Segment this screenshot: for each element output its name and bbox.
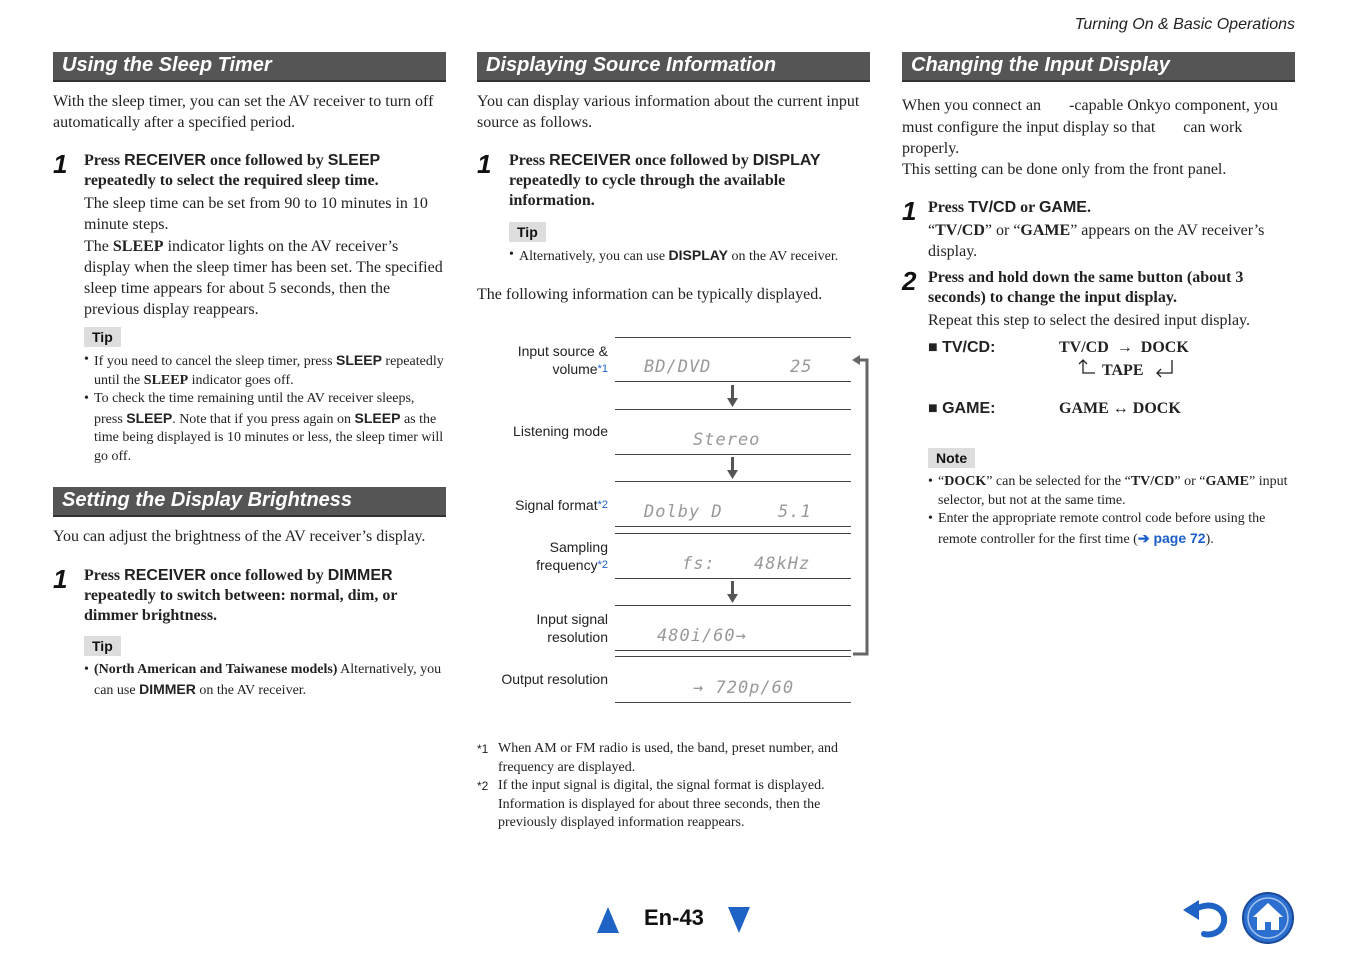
home-icon[interactable]	[1241, 891, 1295, 945]
display-frame-line	[615, 605, 851, 606]
return-arrow-icon	[1077, 358, 1097, 378]
input-step1-title: Press TV/CD or GAME.	[928, 199, 1091, 216]
step-number: 1	[53, 564, 68, 594]
display-frame-line	[615, 454, 851, 455]
display-frame-line	[615, 481, 851, 482]
display-frame-line	[615, 337, 851, 338]
source-info-heading: Displaying Source Information	[477, 52, 870, 82]
tip-label: Tip	[84, 327, 121, 347]
input-display-heading: Changing the Input Display	[902, 52, 1295, 82]
brightness-step-title: Press RECEIVER once followed by DIMMER repeatedly to switch between: normal, dim, or dimmer brightness.	[84, 567, 398, 624]
sleep-tips	[84, 351, 446, 466]
label-signal-format: Signal format$^{*2}$	[515, 497, 608, 513]
note-item: • Enter the appropriate remote control code before using the remote controller for the first time (➔ page 72).	[928, 510, 1294, 549]
next-page-icon[interactable]	[727, 906, 751, 934]
tvcd-label: ■ TV/CD:	[928, 339, 996, 356]
arrow-down-icon	[725, 581, 741, 605]
input-step2-body: Repeat this step to select the desired input display.	[928, 312, 1250, 329]
tip-label: Tip	[84, 636, 121, 656]
input-display-intro: When you connect an -capable Onkyo component, you must configure the input display so that can work properly.	[902, 97, 1278, 157]
sleep-timer-heading: Using the Sleep Timer	[53, 52, 446, 82]
label-sampling-frequency: Sampling frequency$^{*2}$	[536, 539, 608, 573]
brightness-tips	[84, 661, 446, 700]
input-step2-title: Press and hold down the same button (about 3 seconds) to change the input display.	[928, 269, 1244, 306]
page-number: En-43	[644, 905, 704, 930]
page-72-link[interactable]: ➔ page 72	[1137, 529, 1206, 546]
running-header: Turning On & Basic Operations	[1074, 16, 1295, 33]
tip-item: • To check the time remaining until the AV receiver sleeps, press SLEEP. Note that if you press again on SLEEP as the time being displayed is 10 minutes or less, the sleep timer will go off.	[84, 390, 446, 466]
display-frequency: 48kHz	[754, 554, 811, 574]
sleep-step-title: Press RECEIVER once followed by SLEEP repeatedly to select the required sleep time.	[84, 152, 381, 189]
source-following: The following information can be typically displayed.	[477, 286, 823, 303]
label-input-source: Input source & volume$^{*1}$	[517, 343, 608, 377]
display-frame-line	[615, 578, 851, 579]
label-listening-mode: Listening mode	[513, 423, 608, 439]
display-input-resolution: 480i/60→	[657, 626, 747, 646]
tip-item: • If you need to cancel the sleep timer, press SLEEP repeatedly until the SLEEP indicator goes off.	[84, 351, 446, 390]
label-input-resolution: Input signal resolution	[536, 611, 608, 645]
previous-page-icon[interactable]	[596, 906, 620, 934]
footnote-1: When AM or FM radio is used, the band, preset number, and frequency are displayed.	[498, 741, 839, 775]
tip-item: • (North American and Taiwanese models) Alternatively, you can use DIMMER on the AV receiver.	[84, 661, 446, 700]
game-sequence: GAME ↔ DOCK	[1059, 400, 1181, 417]
display-frame-line	[615, 381, 851, 382]
input-display-intro-2: This setting can be done only from the front panel.	[902, 161, 1227, 178]
return-arrow-icon	[1154, 358, 1176, 378]
source-intro: You can display various information about the current input source as follows.	[477, 93, 860, 131]
loop-back-arrow-icon	[850, 352, 874, 658]
display-listening-mode: Stereo	[693, 430, 761, 450]
brightness-heading: Setting the Display Brightness	[53, 487, 446, 517]
tip-label: Tip	[509, 222, 546, 242]
footnote-2: If the input signal is digital, the signal format is displayed. Information is displayed for about three seconds, then the previously displayed information reappears.	[498, 778, 825, 830]
arrow-down-icon	[725, 457, 741, 481]
source-step-title: Press RECEIVER once followed by DISPLAY repeatedly to cycle through the available information.	[509, 152, 821, 209]
display-frame-line	[615, 533, 851, 534]
step-number: 2	[902, 266, 917, 296]
arrow-down-icon	[725, 385, 741, 409]
display-input-source: BD/DVD	[644, 357, 712, 377]
tvcd-sequence: TV/CD → DOCK	[1059, 339, 1189, 356]
display-frame-line	[615, 702, 851, 703]
tvcd-tape: TAPE	[1102, 362, 1144, 379]
sleep-body-1: The sleep time can be set from 90 to 10 minutes in 10 minute steps.	[84, 195, 428, 233]
display-channels: 5.1	[778, 502, 812, 522]
step-number: 1	[902, 196, 917, 226]
display-frame-line	[615, 650, 851, 651]
sleep-intro: With the sleep timer, you can set the AV receiver to turn off automatically after a specified period.	[53, 93, 434, 131]
note-item: • “DOCK” can be selected for the “TV/CD” or “GAME” input selector, but not at the same time.	[928, 473, 1294, 510]
step-number: 1	[53, 149, 68, 179]
input-step1-body: “TV/CD” or “GAME” appears on the AV receiver’s display.	[928, 222, 1265, 260]
display-output-resolution: → 720p/60	[693, 678, 795, 698]
tip-item: • Alternatively, you can use DISPLAY on the AV receiver.	[509, 246, 871, 267]
label-output-resolution: Output resolution	[501, 671, 608, 687]
display-signal-format: Dolby D	[644, 502, 723, 522]
display-frame-line	[615, 656, 851, 657]
footnote-mark: *1	[477, 742, 489, 756]
brightness-intro: You can adjust the brightness of the AV receiver’s display.	[53, 528, 426, 545]
display-volume: 25	[790, 357, 813, 377]
display-fs: fs:	[682, 554, 716, 574]
display-frame-line	[615, 409, 851, 410]
sleep-body-2: The SLEEP indicator lights on the AV receiver’s display when the sleep timer has been set. The specified sleep time appears for about 5 seconds, then the previous display reappears.	[84, 238, 443, 318]
step-number: 1	[477, 149, 492, 179]
footnote-mark: *2	[477, 779, 489, 793]
note-label: Note	[928, 448, 975, 468]
game-label: ■ GAME:	[928, 400, 996, 417]
source-tips	[509, 246, 871, 267]
input-notes	[928, 473, 1294, 549]
display-frame-line	[615, 526, 851, 527]
back-icon[interactable]	[1180, 896, 1230, 938]
